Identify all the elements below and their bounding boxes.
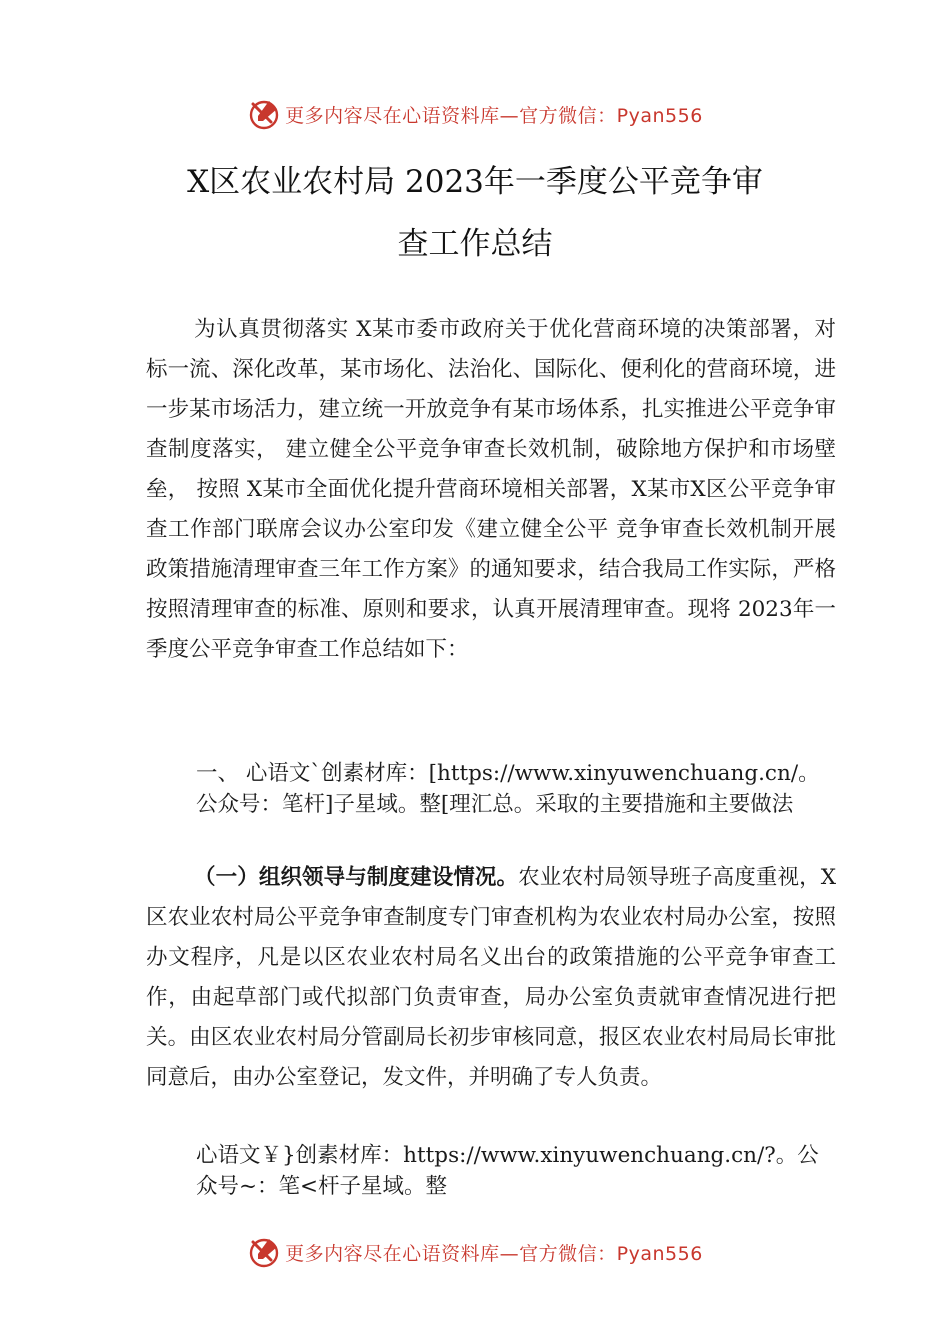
section-heading-1: 一、 心语文`创素材库：[https://www.xinyuwenchuang.cn/。公众号：笔杆]子星域。整[理汇总。采取的主要措施和主要做法 — [196, 761, 820, 817]
document-title-line-1: X区农业农村局 2023年一季度公平竞争审 — [187, 164, 763, 200]
banner-text: 更多内容尽在心语资料库—官方微信：Pyan556 — [285, 104, 703, 127]
banner-text: 更多内容尽在心语资料库—官方微信：Pyan556 — [285, 1242, 703, 1265]
pen-circle-logo-icon — [247, 97, 281, 131]
footer-watermark-banner — [0, 1232, 950, 1272]
section-heading-2: 心语文￥}创素材库：https://www.xinyuwenchuang.cn/?。公众号~：笔<杆子星域。整 — [196, 1143, 819, 1199]
header-watermark-banner — [0, 94, 950, 134]
intro-paragraph: 为认真贯彻落实 X某市委市政府关于优化营商环境的决策部署，对标一流、深化改革，某市场化、法治化、国际化、便利化的营商环境，进一步某市场活力，建立统一开放竞争有某市场体系，扎实推进公平竞争审查制度落实， 建立健全公平竞争审查长效机制，破除地方保护和市场壁垒， 按照 X某市全面优化提升营商环境相关部署，X某市X区公平竞争审查工作部门联席会议办公室印发《建立健全公平 竞争审查长效机制开展政策措施清理审查三年工作方案》的通知要求，结合我局工作实际，严格按照清理审查的标准、原则和要求，认真开展清理审查。现将 2023年一季度公平竞争审查工作总结如下： — [146, 317, 836, 662]
wechat-id: Pyan556 — [616, 1242, 703, 1265]
subsection-text: 农业农村局领导班子高度重视，X区农业农村局公平竞争审查制度专门审查机构为农业农村局办公室，按照办文程序，凡是以区农业农村局名义出台的政策措施的公平竞争审查工作，由起草部门或代拟部门负责审查，局办公室负责就审查情况进行把关。由区农业农村局分管副局长初步审核同意，报区农业农村局局长审批同意后，由办公室登记，发文件，并明确了专人负责。 — [146, 865, 836, 1090]
pen-circle-logo-icon — [247, 1235, 281, 1269]
document-title-line-2: 查工作总结 — [397, 226, 553, 262]
subsection-heading: （一）组织领导与制度建设情况。 — [194, 865, 519, 890]
subsection-paragraph-1 — [146, 858, 836, 1098]
wechat-id: Pyan556 — [616, 104, 703, 127]
